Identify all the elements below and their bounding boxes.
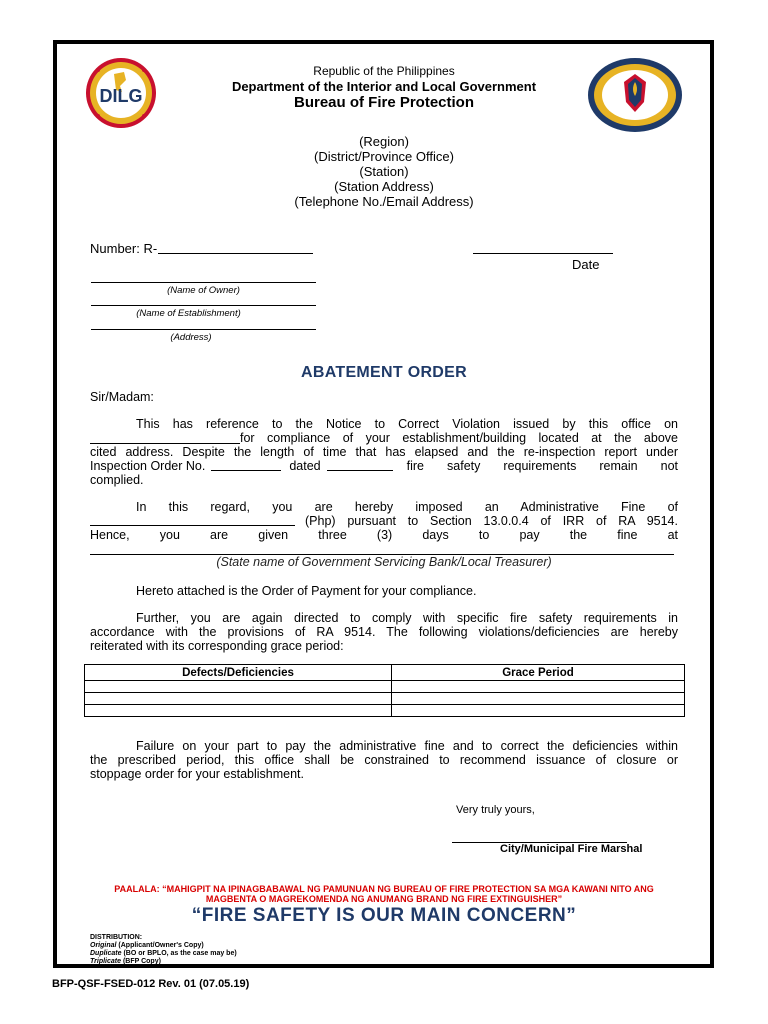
distribution-title: DISTRIBUTION: (90, 934, 143, 941)
number-label: Number: R- (90, 241, 158, 256)
p1-line4-row (90, 459, 678, 473)
paalala-notice (60, 884, 708, 904)
region: (Region) (359, 134, 409, 149)
original-label: Original (90, 942, 117, 949)
table-cell[interactable] (392, 693, 685, 705)
fine-amount-field[interactable] (90, 525, 295, 526)
address-label: (Address) (170, 332, 212, 343)
p5-line1: Failure on your part to pay the administrative fine and to correct the deficiencies within (136, 739, 678, 753)
paragraph-4 (90, 611, 678, 653)
valediction: Very truly yours, (456, 804, 535, 816)
table-row (85, 693, 685, 705)
p5-line2: the prescribed period, this office shall be constrained to recommend issuance of closure or (90, 753, 678, 767)
department-line: Department of the Interior and Local Government (231, 79, 537, 94)
p1-line3: cited address. Despite the length of time that has elapsed and the re-inspection report under (90, 445, 678, 459)
owner-label: (Name of Owner) (167, 285, 240, 296)
establishment-field[interactable] (91, 305, 316, 306)
p2-line2: (Php) pursuant to Section 13.0.0.4 of IRR of RA 9514. (305, 514, 678, 528)
number-field[interactable] (158, 253, 313, 254)
establishment-label: (Name of Establishment) (136, 308, 241, 319)
notice-date-field[interactable] (90, 431, 240, 444)
date-field[interactable] (473, 253, 613, 254)
bank-note: (State name of Government Servicing Bank/Local Treasurer) (216, 555, 552, 569)
station: (Station) (359, 164, 409, 179)
distribution (90, 934, 237, 966)
table-cell[interactable] (392, 705, 685, 717)
contact: (Telephone No./Email Address) (294, 194, 474, 209)
paragraph-2 (90, 500, 678, 555)
bureau-line: Bureau of Fire Protection (293, 94, 475, 111)
deficiencies-table (84, 664, 685, 717)
p1-line4a: Inspection Order No. (90, 459, 206, 473)
p1-line4c: fire safety requirements remain not (406, 459, 678, 473)
p1-line2: for compliance of your establishment/building located at the above (240, 431, 678, 445)
district: (District/Province Office) (314, 149, 454, 164)
p4-line2: accordance with the provisions of RA 9514. The following violations/deficiencies are hereby (90, 625, 678, 639)
table-row (85, 705, 685, 717)
duplicate-label: Duplicate (90, 950, 122, 957)
table-cell[interactable] (85, 681, 392, 693)
paalala-line1: PAALALA: “MAHIGPIT NA IPINAGBABAWAL NG PAMUNUAN NG BUREAU OF FIRE PROTECTION SA MGA KAWANI NITO ANG (114, 884, 654, 894)
p1-line2-row (90, 431, 678, 445)
dilg-logo-text: DILG (99, 86, 143, 106)
owner-field[interactable] (91, 282, 316, 283)
p1-line5: complied. (90, 473, 144, 487)
republic-line: Republic of the Philippines (313, 64, 455, 78)
inspection-order-field[interactable] (211, 470, 281, 471)
p4-line1: Further, you are again directed to comply with specific fire safety requirements in (136, 611, 678, 625)
address-field[interactable] (91, 329, 316, 330)
office-block (160, 134, 608, 209)
bank-field[interactable] (90, 542, 674, 555)
inspection-date-field[interactable] (327, 470, 393, 471)
salutation: Sir/Madam: (90, 390, 154, 404)
table-cell[interactable] (392, 681, 685, 693)
p5-line3: stoppage order for your establishment. (90, 767, 305, 781)
form-code: BFP-QSF-FSED-012 Rev. 01 (07.05.19) (52, 978, 250, 990)
p1-line1: This has reference to the Notice to Correct Violation issued by this office on (136, 417, 678, 431)
signatory: City/Municipal Fire Marshal (500, 843, 643, 855)
triplicate-value: (BFP Copy) (122, 958, 161, 965)
p4-line3: reiterated with its corresponding grace period: (90, 639, 344, 653)
p2-line2-row (90, 514, 678, 528)
table-header-defects: Defects/Deficiencies (85, 665, 392, 681)
p2-line3: Hence, you are given three (3) days to pay the fine at (90, 528, 678, 542)
table-row (85, 681, 685, 693)
table-cell[interactable] (85, 693, 392, 705)
station-address: (Station Address) (334, 179, 434, 194)
paalala-line2: MAGBENTA O MAGREKOMENDA NG ANUMANG BRAND NG FIRE EXTINGUISHER” (205, 894, 563, 904)
original-value: (Applicant/Owner's Copy) (118, 942, 204, 949)
p1-line4b: dated (289, 459, 321, 473)
paragraph-3: Hereto attached is the Order of Payment for your compliance. (136, 584, 477, 598)
triplicate-label: Triplicate (90, 958, 121, 965)
dilg-logo (84, 56, 158, 130)
date-label: Date (572, 257, 600, 272)
slogan: “FIRE SAFETY IS OUR MAIN CONCERN” (191, 905, 577, 926)
duplicate-value: (BO or BPLO, as the case may be) (123, 950, 237, 957)
table-header-row (85, 665, 685, 681)
p2-line1: In this regard, you are hereby imposed an Administrative Fine of (136, 500, 678, 514)
table-cell[interactable] (85, 705, 392, 717)
paragraph-5 (90, 739, 678, 781)
paragraph-1 (90, 417, 678, 487)
document-title: ABATEMENT ORDER (301, 364, 467, 381)
table-header-grace: Grace Period (392, 665, 685, 681)
